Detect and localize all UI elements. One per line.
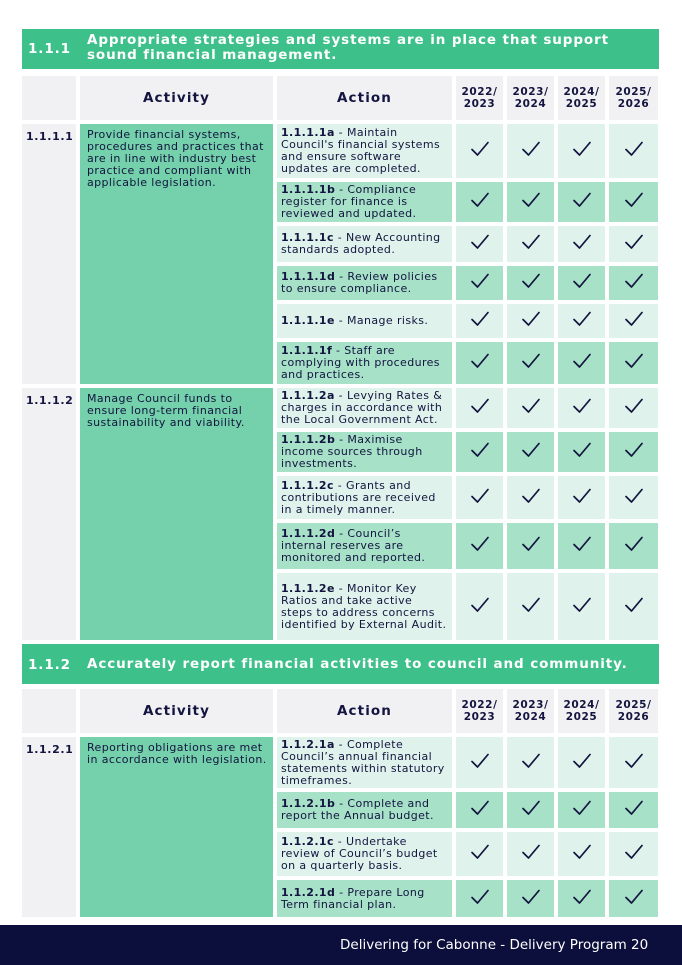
action-cell: [277, 182, 452, 222]
checkmark-icon: [521, 352, 541, 374]
checkmark-icon: [521, 233, 541, 255]
action-text: [281, 836, 447, 872]
action-text: [281, 184, 447, 220]
action-text: [281, 434, 447, 470]
action-column-header: Action: [277, 76, 452, 120]
activity-id: 1.1.1.1: [22, 124, 76, 384]
year-header: 2023/ 2024: [507, 689, 554, 733]
action-code: 1.1.1.2a: [281, 389, 335, 402]
year-check-cell: [558, 573, 605, 640]
page-number: 20: [631, 937, 649, 953]
checkmark-icon: [572, 888, 592, 910]
year-check-cell: [558, 182, 605, 222]
action-description: - Grants and contributions are received in a timely manner.: [281, 478, 436, 516]
blank-header-cell: [22, 689, 76, 733]
action-text: [281, 271, 447, 295]
year-check-cell: [507, 388, 554, 428]
action-code: 1.1.2.1c: [281, 835, 334, 848]
checkmark-icon: [521, 310, 541, 332]
activity-column-header: Activity: [80, 689, 273, 733]
checkmark-icon: [572, 596, 592, 618]
action-code: 1.1.1.1b: [281, 183, 336, 196]
checkmark-icon: [470, 233, 490, 255]
section-header-1-1-1: [22, 29, 659, 69]
year-check-cell: [609, 342, 658, 384]
checkmark-icon: [470, 752, 490, 774]
checkmark-icon: [572, 272, 592, 294]
year-check-cell: [609, 523, 658, 569]
year-check-cell: [558, 523, 605, 569]
checkmark-icon: [624, 888, 644, 910]
action-code: 1.1.1.2b: [281, 433, 336, 446]
year-check-cell: [558, 388, 605, 428]
action-text: [281, 127, 447, 175]
action-description: - Prepare Long Term financial plan.: [281, 885, 425, 911]
checkmark-icon: [470, 843, 490, 865]
action-text: [281, 345, 447, 381]
action-code: 1.1.1.2d: [281, 527, 336, 540]
year-check-cell: [456, 342, 503, 384]
section-title: Accurately report financial activities to council and community.: [87, 656, 628, 672]
year-check-cell: [609, 388, 658, 428]
year-check-cell: [558, 304, 605, 338]
year-check-cell: [456, 792, 503, 828]
checkmark-icon: [521, 843, 541, 865]
year-check-cell: [456, 388, 503, 428]
year-check-cell: [507, 737, 554, 788]
action-code: 1.1.2.1a: [281, 737, 335, 751]
checkmark-icon: [470, 888, 490, 910]
year-check-cell: [609, 792, 658, 828]
checkmark-icon: [624, 487, 644, 509]
checkmark-icon: [624, 752, 644, 774]
year-check-cell: [558, 432, 605, 472]
checkmark-icon: [572, 140, 592, 162]
year-header: 2022/ 2023: [456, 689, 503, 733]
checkmark-icon: [624, 191, 644, 213]
action-description: - Compliance register for finance is reviewed and updated.: [281, 183, 417, 220]
checkmark-icon: [521, 888, 541, 910]
checkmark-icon: [521, 397, 541, 419]
checkmark-icon: [470, 799, 490, 821]
action-cell: [277, 832, 452, 876]
action-description: - Review policies to ensure compliance.: [281, 270, 438, 295]
activity-description: Provide financial systems, procedures and practices that are in line with industry best practice and compliant with applicable legislation.: [80, 124, 273, 384]
checkmark-icon: [624, 799, 644, 821]
section-header-1-1-2: [22, 644, 659, 684]
action-text: [281, 887, 447, 911]
year-check-cell: [609, 880, 658, 917]
checkmark-icon: [624, 140, 644, 162]
checkmark-icon: [470, 352, 490, 374]
year-check-cell: [558, 880, 605, 917]
action-cell: [277, 342, 452, 384]
year-check-cell: [507, 342, 554, 384]
checkmark-icon: [470, 397, 490, 419]
year-check-cell: [609, 476, 658, 519]
section-number: 1.1.1: [28, 41, 71, 57]
year-check-cell: [507, 182, 554, 222]
action-cell: [277, 880, 452, 917]
year-check-cell: [609, 737, 658, 788]
checkmark-icon: [521, 535, 541, 557]
year-header: 2023/ 2024: [507, 76, 554, 120]
checkmark-icon: [624, 352, 644, 374]
activity-id: 1.1.1.2: [22, 388, 76, 640]
year-check-cell: [507, 880, 554, 917]
action-description: - Maximise income sources through investments.: [281, 433, 423, 470]
action-description: - Monitor Key Ratios and take active steps to address concerns identified by External Audit.: [281, 581, 447, 631]
action-cell: [277, 792, 452, 828]
year-check-cell: [507, 226, 554, 262]
checkmark-icon: [624, 843, 644, 865]
year-check-cell: [558, 832, 605, 876]
checkmark-icon: [572, 397, 592, 419]
action-description: - Staff are complying with procedures and practices.: [281, 344, 440, 381]
year-check-cell: [456, 880, 503, 917]
checkmark-icon: [521, 799, 541, 821]
action-cell: [277, 432, 452, 472]
year-check-cell: [456, 304, 503, 338]
year-check-cell: [558, 792, 605, 828]
action-cell: [277, 304, 452, 338]
blank-header-cell: [22, 76, 76, 120]
action-code: 1.1.1.1f: [281, 344, 333, 357]
action-text: [281, 739, 447, 787]
year-check-cell: [507, 476, 554, 519]
checkmark-icon: [470, 596, 490, 618]
year-header: 2024/ 2025: [558, 689, 605, 733]
year-check-cell: [507, 304, 554, 338]
year-check-cell: [609, 124, 658, 178]
checkmark-icon: [470, 441, 490, 463]
checkmark-icon: [572, 352, 592, 374]
year-check-cell: [456, 737, 503, 788]
year-check-cell: [456, 523, 503, 569]
checkmark-icon: [470, 272, 490, 294]
action-column-header: Action: [277, 689, 452, 733]
checkmark-icon: [572, 535, 592, 557]
action-code: 1.1.1.2c: [281, 478, 334, 492]
year-check-cell: [507, 792, 554, 828]
activity-id: 1.1.2.1: [22, 737, 76, 917]
checkmark-icon: [572, 843, 592, 865]
checkmark-icon: [572, 799, 592, 821]
checkmark-icon: [624, 272, 644, 294]
year-header: 2025/ 2026: [609, 689, 658, 733]
checkmark-icon: [521, 441, 541, 463]
action-cell: [277, 573, 452, 640]
footer-title: Delivering for Cabonne - Delivery Program: [340, 937, 627, 953]
year-check-cell: [507, 266, 554, 300]
year-check-cell: [609, 266, 658, 300]
year-header: 2024/ 2025: [558, 76, 605, 120]
action-cell: [277, 226, 452, 262]
activity-description: Reporting obligations are met in accordance with legislation.: [80, 737, 273, 917]
year-check-cell: [456, 832, 503, 876]
checkmark-icon: [624, 535, 644, 557]
checkmark-icon: [624, 233, 644, 255]
checkmark-icon: [470, 310, 490, 332]
year-check-cell: [609, 226, 658, 262]
checkmark-icon: [624, 596, 644, 618]
checkmark-icon: [470, 191, 490, 213]
action-text: [281, 315, 428, 327]
year-check-cell: [456, 266, 503, 300]
action-description: - Undertake review of Council’s budget on a quarterly basis.: [281, 835, 438, 872]
year-header: 2022/ 2023: [456, 76, 503, 120]
action-code: 1.1.2.1b: [281, 797, 336, 810]
year-check-cell: [558, 266, 605, 300]
action-description: - Levying Rates & charges in accordance with the Local Government Act.: [281, 389, 443, 426]
year-check-cell: [456, 226, 503, 262]
action-description: - Council’s internal reserves are monitored and reported.: [281, 527, 426, 564]
section-title: Appropriate strategies and systems are in place that support sound financial management.: [87, 32, 609, 63]
year-check-cell: [507, 523, 554, 569]
year-check-cell: [558, 226, 605, 262]
checkmark-icon: [572, 441, 592, 463]
year-check-cell: [609, 304, 658, 338]
action-text: [281, 583, 447, 631]
checkmark-icon: [624, 397, 644, 419]
section-number: 1.1.2: [28, 657, 71, 673]
checkmark-icon: [624, 441, 644, 463]
action-cell: [277, 124, 452, 178]
year-check-cell: [456, 476, 503, 519]
action-text: [281, 480, 447, 516]
year-check-cell: [456, 182, 503, 222]
year-check-cell: [609, 432, 658, 472]
action-cell: [277, 266, 452, 300]
year-check-cell: [456, 432, 503, 472]
action-code: 1.1.2.1d: [281, 885, 336, 899]
checkmark-icon: [624, 310, 644, 332]
activity-description: Manage Council funds to ensure long-term financial sustainability and viability.: [80, 388, 273, 640]
checkmark-icon: [521, 191, 541, 213]
checkmark-icon: [521, 596, 541, 618]
action-code: 1.1.1.2e: [281, 581, 335, 595]
checkmark-icon: [572, 233, 592, 255]
checkmark-icon: [470, 535, 490, 557]
action-description: - Manage risks.: [334, 314, 429, 327]
action-text: [281, 232, 447, 256]
checkmark-icon: [470, 140, 490, 162]
year-check-cell: [558, 124, 605, 178]
activity-column-header: Activity: [80, 76, 273, 120]
action-text: [281, 528, 447, 564]
action-cell: [277, 388, 452, 428]
action-description: - Complete Council’s annual financial statements within statutory timeframes.: [281, 737, 445, 787]
checkmark-icon: [572, 752, 592, 774]
year-check-cell: [609, 573, 658, 640]
action-text: [281, 798, 447, 822]
action-cell: [277, 476, 452, 519]
checkmark-icon: [572, 191, 592, 213]
page-footer: [0, 925, 682, 965]
year-check-cell: [456, 573, 503, 640]
year-check-cell: [507, 124, 554, 178]
year-check-cell: [456, 124, 503, 178]
action-description: - Maintain Council's financial systems and ensure software updates are completed.: [281, 126, 441, 175]
checkmark-icon: [521, 140, 541, 162]
action-cell: [277, 523, 452, 569]
action-description: - New Accounting standards adopted.: [281, 231, 441, 256]
checkmark-icon: [572, 487, 592, 509]
action-cell: [277, 737, 452, 788]
action-code: 1.1.1.1d: [281, 270, 336, 283]
checkmark-icon: [521, 272, 541, 294]
checkmark-icon: [572, 310, 592, 332]
checkmark-icon: [521, 487, 541, 509]
action-code: 1.1.1.1c: [281, 231, 334, 244]
year-header: 2025/ 2026: [609, 76, 658, 120]
action-code: 1.1.1.1a: [281, 126, 335, 139]
year-check-cell: [609, 182, 658, 222]
year-check-cell: [558, 342, 605, 384]
year-check-cell: [609, 832, 658, 876]
action-code: 1.1.1.1e: [281, 314, 335, 327]
year-check-cell: [558, 737, 605, 788]
action-text: [281, 390, 447, 426]
year-check-cell: [507, 832, 554, 876]
checkmark-icon: [521, 752, 541, 774]
year-check-cell: [558, 476, 605, 519]
checkmark-icon: [470, 487, 490, 509]
year-check-cell: [507, 573, 554, 640]
year-check-cell: [507, 432, 554, 472]
action-description: - Complete and report the Annual budget.: [281, 797, 434, 822]
